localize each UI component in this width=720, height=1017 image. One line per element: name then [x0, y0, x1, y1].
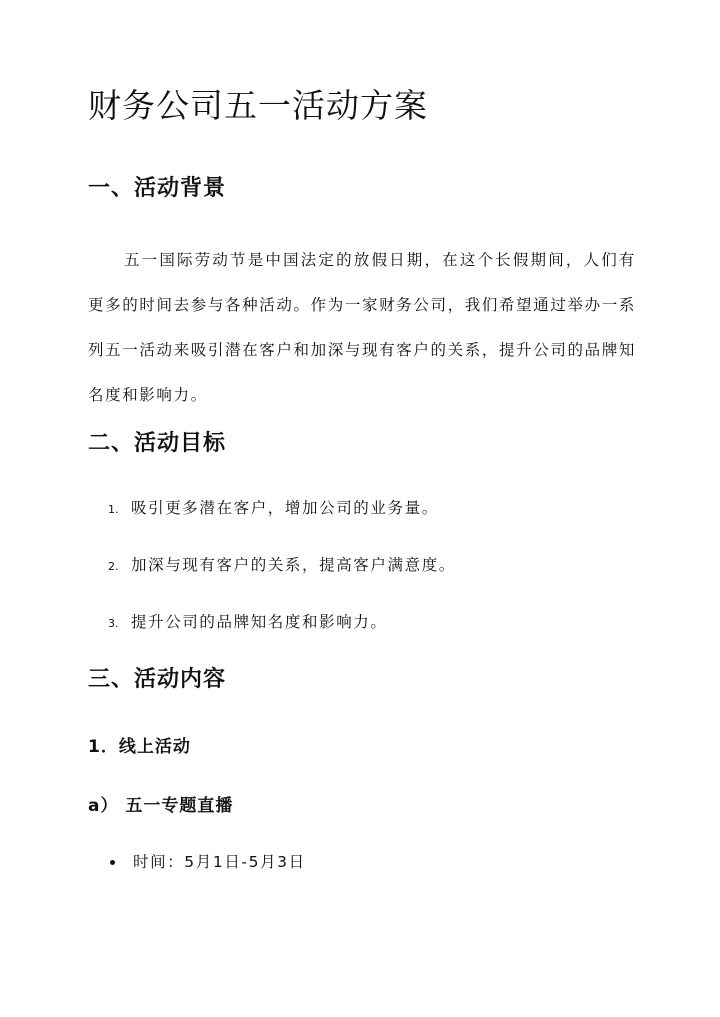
- bullet-icon: [110, 860, 115, 865]
- section-heading-goals: 二、活动目标: [88, 431, 227, 456]
- goals-list-item: [108, 549, 456, 606]
- section-heading-content: 三、活动内容: [88, 667, 227, 692]
- list-number: 1.: [108, 503, 119, 516]
- goals-list-item: [108, 492, 456, 549]
- list-number: 2.: [108, 560, 119, 573]
- list-item-text: 吸引更多潜在客户，增加公司的业务量。: [131, 499, 439, 517]
- list-item-text: 时间：5月1日-5月3日: [133, 853, 306, 871]
- goals-list: [108, 492, 456, 663]
- list-item: [108, 846, 306, 878]
- list-number: 3.: [108, 617, 119, 630]
- list-item-text: 加深与现有客户的关系，提高客户满意度。: [131, 556, 456, 574]
- document-title: 财务公司五一活动方案: [88, 86, 428, 125]
- subheading-online-activities: 1．线上活动: [88, 737, 191, 757]
- goals-list-item: [108, 606, 456, 663]
- background-paragraph: 五一国际劳动节是中国法定的放假日期，在这个长假期间，人们有更多的时间去参与各种活动。作为一家财务公司，我们希望通过举办一系列五一活动来吸引潜在客户和加深与现有客户的关系，提升公司的品牌知名度和影响力。: [88, 251, 636, 404]
- livestream-details-list: [108, 846, 306, 878]
- section-heading-background: 一、活动背景: [88, 176, 227, 201]
- subheading-livestream: a） 五一专题直播: [88, 796, 234, 816]
- list-item-text: 提升公司的品牌知名度和影响力。: [131, 613, 388, 631]
